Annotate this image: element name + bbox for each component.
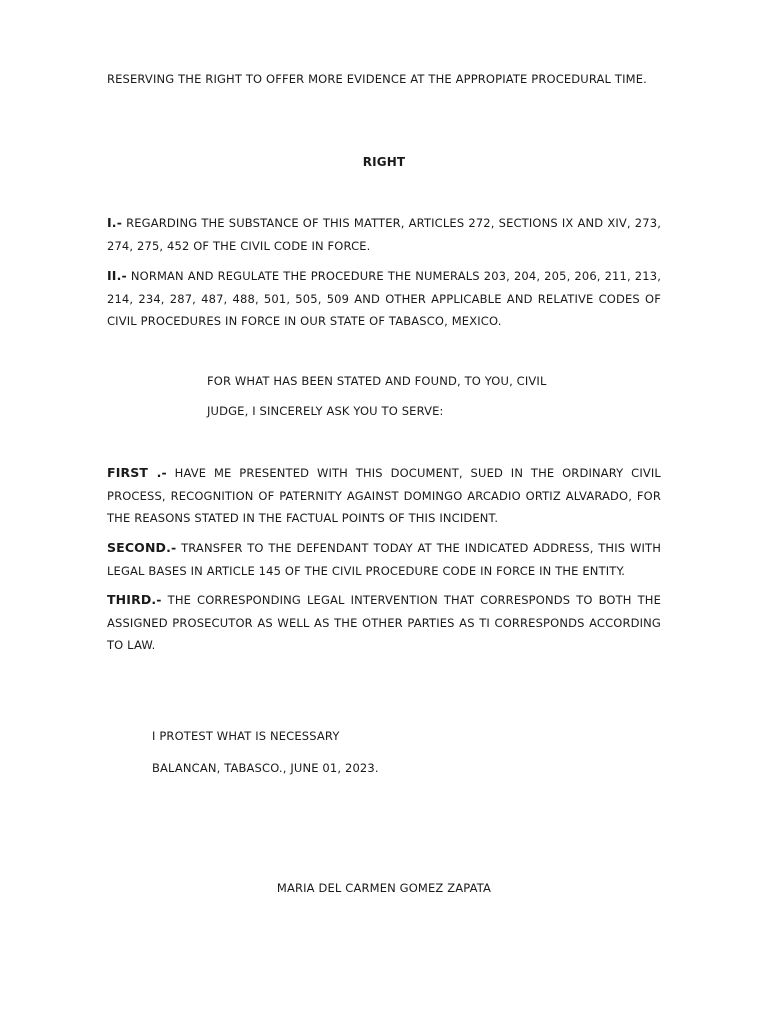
protest-line: I PROTEST WHAT IS NECESSARY	[152, 729, 340, 743]
right-item-1	[107, 212, 661, 257]
right-item-label: II.-	[107, 268, 127, 283]
section-heading: RIGHT	[362, 155, 406, 169]
petition-item-3	[107, 589, 661, 657]
petition-item-label: THIRD.-	[107, 592, 162, 607]
right-item-2	[107, 265, 661, 333]
petition-item-label: FIRST .-	[107, 465, 167, 480]
request-line-2: JUDGE, I SINCERELY ASK YOU TO SERVE:	[207, 404, 444, 418]
right-item-text: REGARDING THE SUBSTANCE OF THIS MATTER, ARTICLES 272, SECTIONS IX AND XIV, 273, 274, 275, 452 OF THE CIVIL CODE IN FORCE.	[107, 216, 661, 253]
petition-item-label: SECOND.-	[107, 540, 177, 555]
request-line-1: FOR WHAT HAS BEEN STATED AND FOUND, TO YOU, CIVIL	[207, 374, 547, 388]
petition-item-text: HAVE ME PRESENTED WITH THIS DOCUMENT, SUED IN THE ORDINARY CIVIL PROCESS, RECOGNITION OF PATERNITY AGAINST DOMINGO ARCADIO ORTIZ ALVARADO, FOR THE REASONS STATED IN THE FACTUAL POINTS OF THIS INCIDENT.	[107, 466, 661, 525]
petition-item-2	[107, 537, 661, 582]
intro-text: RESERVING THE RIGHT TO OFFER MORE EVIDENCE AT THE APPROPIATE PROCEDURAL TIME.	[107, 72, 647, 86]
intro-paragraph	[107, 68, 661, 91]
petition-item-text: TRANSFER TO THE DEFENDANT TODAY AT THE INDICATED ADDRESS, THIS WITH LEGAL BASES IN ARTICLE 145 OF THE CIVIL PROCEDURE CODE IN FORCE IN THE ENTITY.	[107, 541, 661, 578]
signature-name: MARIA DEL CARMEN GOMEZ ZAPATA	[276, 881, 492, 895]
petition-item-text: THE CORRESPONDING LEGAL INTERVENTION THAT CORRESPONDS TO BOTH THE ASSIGNED PROSECUTOR AS WELL AS THE OTHER PARTIES AS TI CORRESPONDS ACCORDING TO LAW.	[107, 593, 661, 652]
petition-item-1	[107, 462, 661, 530]
right-item-text: NORMAN AND REGULATE THE PROCEDURE THE NUMERALS 203, 204, 205, 206, 211, 213, 214, 234, 287, 487, 488, 501, 505, 509 AND OTHER APPLICABLE AND RELATIVE CODES OF CIVIL PROCEDURES IN FORCE IN OUR STATE OF TABASCO, MEXICO.	[107, 269, 662, 328]
place-date-line: BALANCAN, TABASCO., JUNE 01, 2023.	[152, 761, 379, 775]
right-item-label: I.-	[107, 215, 123, 230]
